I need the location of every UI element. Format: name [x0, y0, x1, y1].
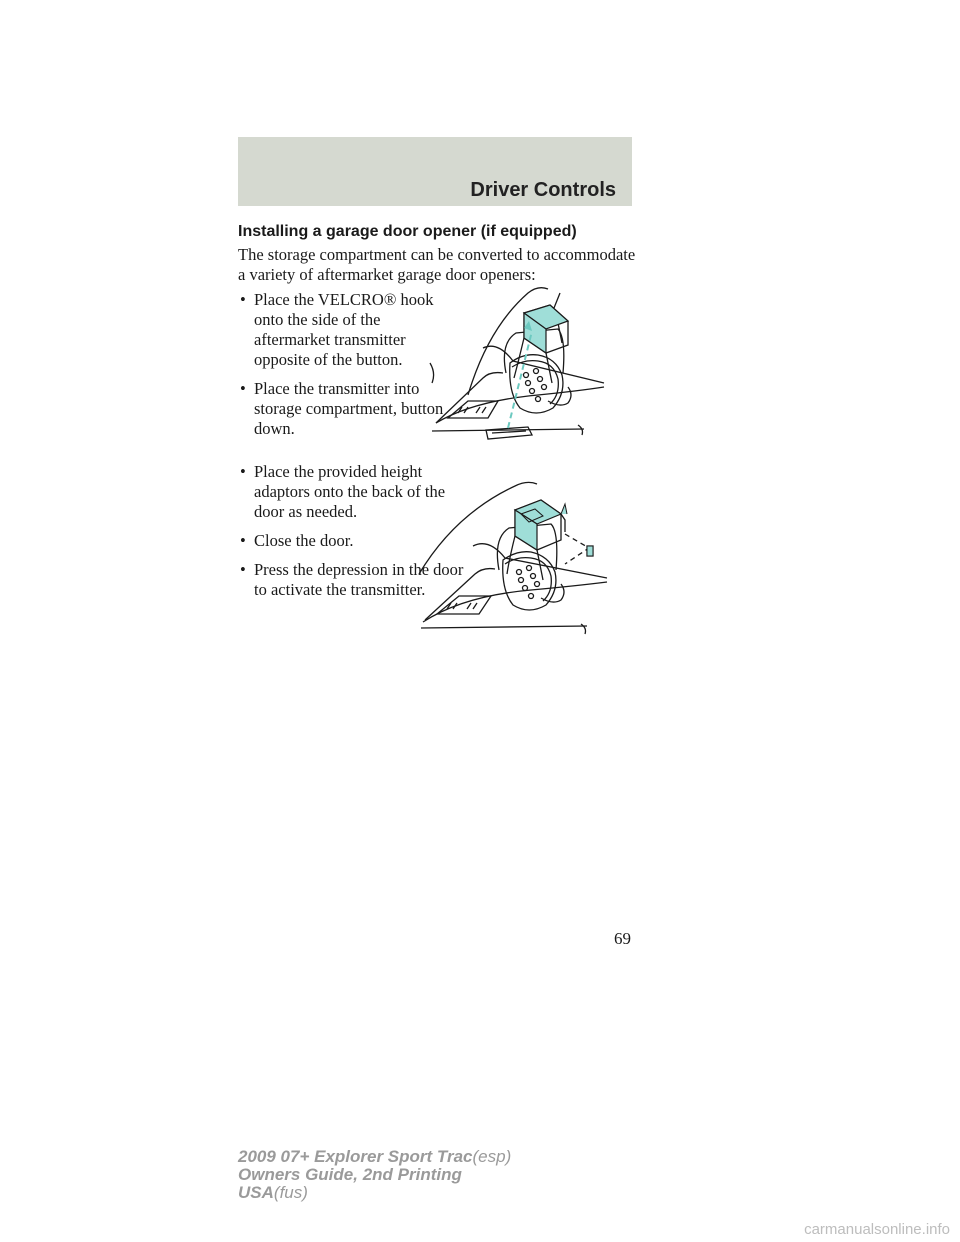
list-item: • Close the door. [240, 531, 354, 550]
header-band [238, 137, 632, 206]
bullet-icon: • [240, 462, 246, 481]
list-item: • Place the VELCRO® hook onto the side of the aftermarket transmitter opposite of the button. [240, 290, 434, 369]
footer-line-3: USA(fus) [238, 1183, 308, 1202]
footer-line-2: Owners Guide, 2nd Printing [238, 1165, 462, 1184]
bullet-icon: • [240, 531, 246, 550]
footer-line-1: 2009 07+ Explorer Sport Trac(esp) [238, 1147, 512, 1166]
watermark: carmanualsonline.info [804, 1221, 950, 1238]
bullet-icon: • [240, 379, 246, 398]
list-item: • Place the transmitter into storage compartment, button down. [240, 379, 444, 438]
section-title: Driver Controls [470, 179, 616, 201]
intro-paragraph: The storage compartment can be converted to accommodate a variety of aftermarket garage door openers: [238, 245, 636, 284]
close-door-illustration [415, 474, 610, 639]
steps-list-a [238, 290, 448, 448]
bullet-icon: • [240, 290, 246, 309]
list-item: • Press the depression in the door to activate the transmitter. [240, 560, 464, 599]
page-number: 69 [614, 929, 631, 948]
section-heading: Installing a garage door opener (if equipped) [238, 223, 577, 240]
install-transmitter-illustration [428, 283, 608, 453]
document-footer [238, 1148, 511, 1202]
bullet-icon: • [240, 560, 246, 579]
list-item: • Place the provided height adaptors onto the back of the door as needed. [240, 462, 446, 521]
